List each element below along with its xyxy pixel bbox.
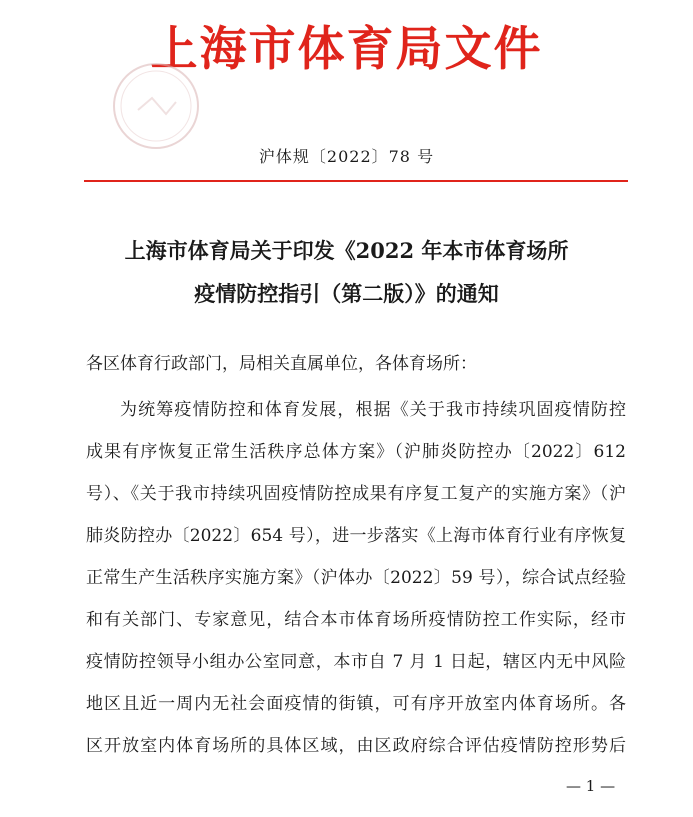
body-line: 正常生产生活秩序实施方案》（沪体办〔2022〕59 号），综合试点经验 [86, 568, 626, 588]
body-line: 疫情防控领导小组办公室同意，本市自 7 月 1 日起，辖区内无中风险 [86, 652, 626, 672]
body-line: 肺炎防控办〔2022〕654 号），进一步落实《上海市体育行业有序恢复 [86, 526, 626, 546]
issuer-header-title: 上海市体育局文件 [150, 22, 543, 77]
body-line: 为统筹疫情防控和体育发展，根据《关于我市持续巩固疫情防控 [120, 400, 626, 420]
red-separator-line [84, 180, 628, 182]
body-line: 和有关部门、专家意见，结合本市体育场所疫情防控工作实际，经市 [86, 610, 626, 630]
body-line: 成果有序恢复正常生活秩序总体方案》（沪肺炎防控办〔2022〕612 [86, 442, 626, 462]
page-number: — 1 — [566, 777, 616, 795]
salutation: 各区体育行政部门，局相关直属单位，各体育场所： [86, 354, 477, 374]
faint-seal-stamp [108, 58, 204, 154]
document-title-line-2: 疫情防控指引（第二版）》的通知 [194, 281, 499, 306]
document-title-line-1: 上海市体育局关于印发《2022 年本市体育场所 [124, 238, 569, 263]
body-line: 地区且近一周内无社会面疫情的街镇，可有序开放室内体育场所。各 [86, 694, 626, 714]
body-line: 号）、《关于我市持续巩固疫情防控成果有序复工复产的实施方案》（沪 [86, 484, 626, 504]
document-number: 沪体规〔2022〕78 号 [258, 147, 435, 166]
body-line: 区开放室内体育场所的具体区域，由区政府综合评估疫情防控形势后 [86, 736, 626, 756]
